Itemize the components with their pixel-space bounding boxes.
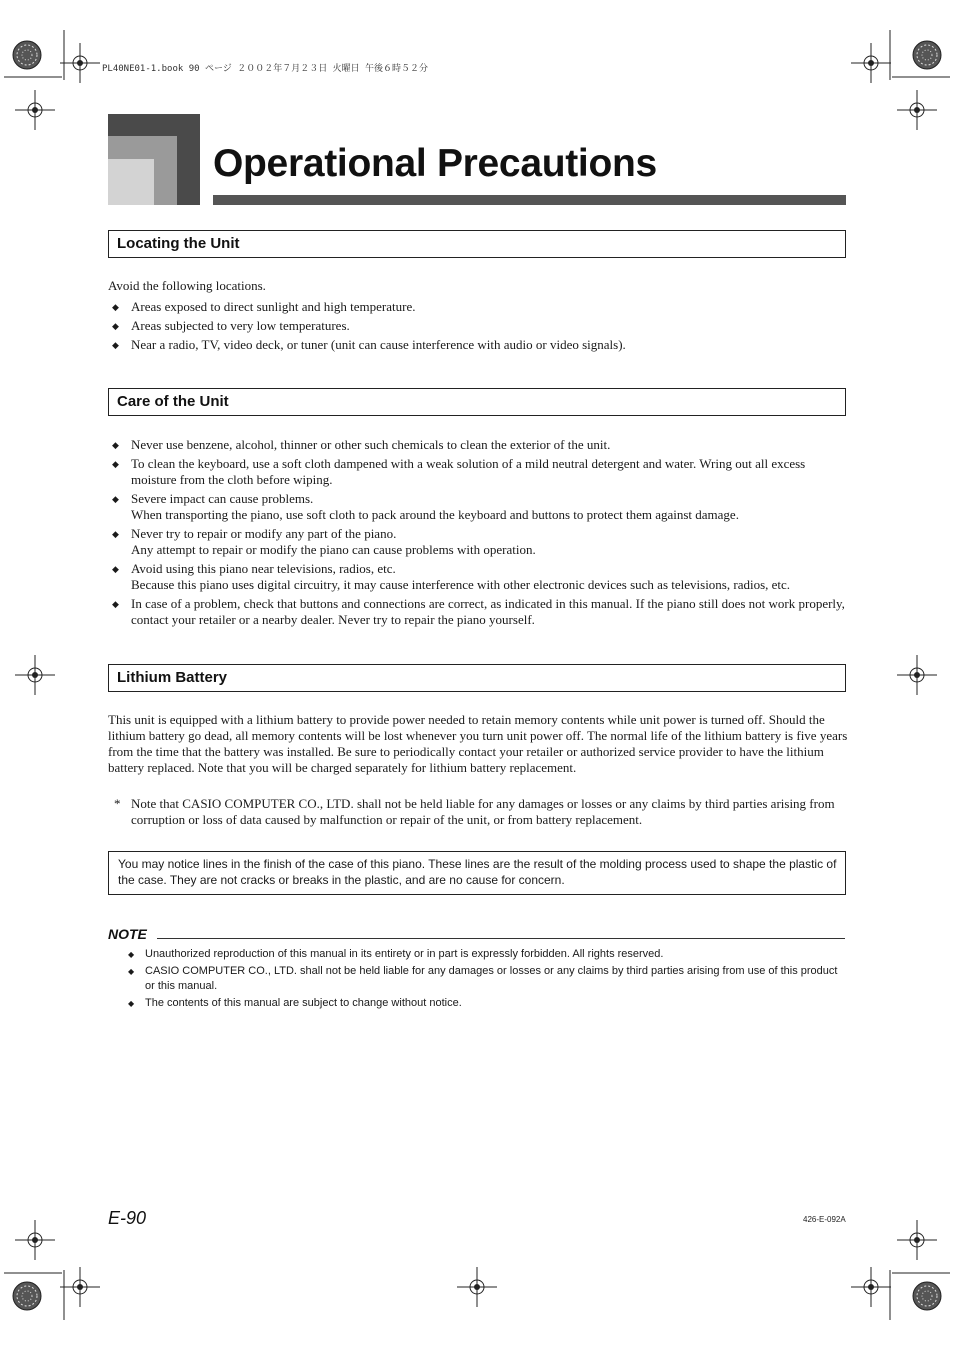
list-item: ◆ In case of a problem, check that buttons and connections are correct, as indicated in this manual. If the piano still does not work properly, contact your retailer or a nearby dealer. Never try to repair the piano yourself. bbox=[112, 596, 845, 627]
footnote-text: Note that CASIO COMPUTER CO., LTD. shall not be held liable for any damages or losses or any claims by third parties arising from corruption or loss of data caused by malfunction or repair of the unit, or from battery replacement. bbox=[131, 796, 835, 827]
page-number: E-90 bbox=[108, 1208, 147, 1228]
care-list bbox=[108, 437, 848, 631]
section-heading-text: Care of the Unit bbox=[117, 393, 229, 410]
bullet-icon: ◆ bbox=[128, 967, 135, 976]
notice-text: You may notice lines in the finish of the case of this piano. These lines are the result of the molding process used to shape the plastic of the case. They are not cracks or breaks in the plastic, and are no cause for concern. bbox=[118, 857, 837, 887]
section-heading-care bbox=[108, 388, 846, 416]
page-title: Operational Precautions bbox=[213, 142, 657, 185]
list-item: ◆ Avoid using this piano near televisions, radios, etc. Because this piano uses digital circuitry, it may cause interference with other electronic devices such as televisions, radios, etc. bbox=[112, 561, 791, 592]
section-heading-text: Lithium Battery bbox=[117, 669, 228, 686]
section-heading-text: Locating the Unit bbox=[117, 235, 240, 252]
bullet-icon: ◆ bbox=[112, 529, 119, 539]
document-code: 426-E-092A bbox=[803, 1215, 846, 1224]
list-item: ◆ Areas subjected to very low temperatures. bbox=[112, 318, 350, 333]
bullet-icon: ◆ bbox=[112, 599, 119, 609]
bullet-icon: ◆ bbox=[112, 459, 119, 469]
locating-intro: Avoid the following locations. bbox=[108, 278, 266, 293]
bullet-icon: ◆ bbox=[128, 999, 135, 1008]
list-item: ◆ Severe impact can cause problems. When transporting the piano, use soft cloth to pack around the keyboard and buttons to protect them against damage. bbox=[112, 491, 739, 522]
bullet-icon: ◆ bbox=[112, 302, 119, 312]
bullet-icon: ◆ bbox=[128, 950, 135, 959]
list-item: ◆ The contents of this manual are subject to change without notice. bbox=[128, 997, 462, 1009]
title-rule bbox=[213, 195, 846, 205]
battery-body: This unit is equipped with a lithium battery to provide power needed to retain memory contents while unit power is turned off. Should the lithium battery go dead, all memory contents will be lost whenever you turn unit power off. The normal life of the lithium battery is five years from the time that the battery was installed. Be sure to periodically contact your retailer or authorized service provider to have the lithium battery replaced. Note that you will be charged separately for lithium battery replacement. bbox=[108, 712, 848, 775]
list-item: ◆ To clean the keyboard, use a soft cloth dampened with a weak solution of a mild neutral detergent and water. Wring out all excess moisture from the cloth before wiping. bbox=[112, 456, 806, 487]
list-item: ◆ CASIO COMPUTER CO., LTD. shall not be held liable for any damages or losses or any claims by third parties arising from use of this product or this manual. bbox=[128, 965, 838, 992]
note-list bbox=[124, 947, 846, 1013]
list-item: ◆ Never try to repair or modify any part of the piano. Any attempt to repair or modify the piano can cause problems with operation. bbox=[112, 526, 536, 557]
list-item: ◆ Unauthorized reproduction of this manual in its entirety or in part is expressly forbidden. All rights reserved. bbox=[128, 948, 664, 960]
list-item: ◆ Areas exposed to direct sunlight and high temperature. bbox=[112, 299, 416, 314]
print-header: PL40NE01-1.book 90 ページ ２００２年７月２３日 火曜日 午後６時５２分 bbox=[102, 64, 429, 74]
section-heading-locating bbox=[108, 230, 846, 258]
footnote-mark: * bbox=[114, 796, 121, 811]
notice-box bbox=[108, 851, 846, 895]
locating-list bbox=[108, 299, 848, 356]
bullet-icon: ◆ bbox=[112, 340, 119, 350]
bullet-icon: ◆ bbox=[112, 440, 119, 450]
note-heading: NOTE bbox=[108, 926, 147, 942]
note-rule bbox=[157, 938, 845, 939]
title-block-light bbox=[108, 159, 154, 205]
list-item: ◆ Near a radio, TV, video deck, or tuner (unit can cause interference with audio or video signals). bbox=[112, 337, 626, 352]
bullet-icon: ◆ bbox=[112, 321, 119, 331]
battery-footnote bbox=[108, 796, 848, 828]
bullet-icon: ◆ bbox=[112, 564, 119, 574]
section-heading-battery bbox=[108, 664, 846, 692]
list-item: ◆ Never use benzene, alcohol, thinner or other such chemicals to clean the exterior of the unit. bbox=[112, 437, 611, 452]
bullet-icon: ◆ bbox=[112, 494, 119, 504]
title-decoration bbox=[108, 114, 200, 205]
